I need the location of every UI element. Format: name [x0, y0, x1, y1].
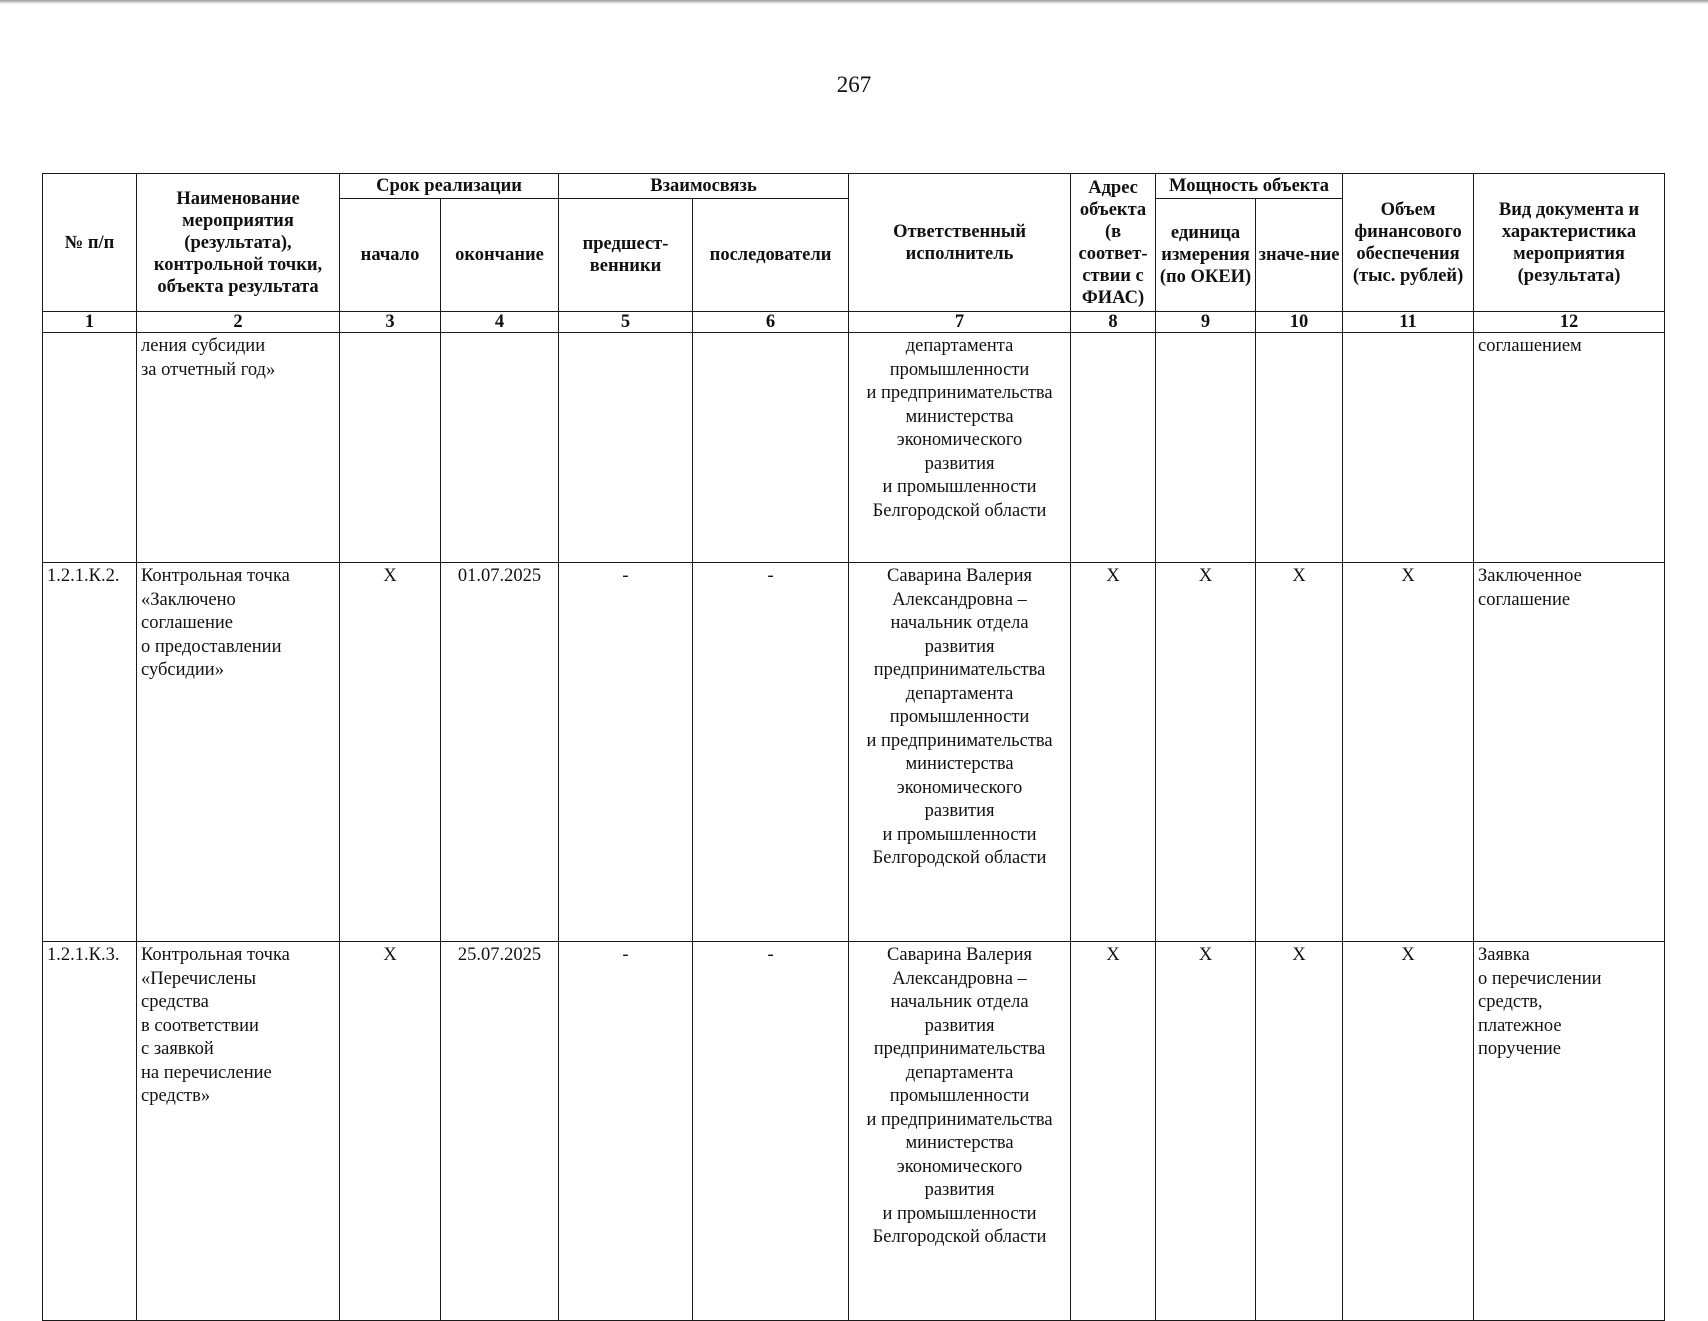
column-number: 11 [1343, 312, 1474, 333]
end-date: 01.07.2025 [441, 563, 559, 942]
capacity-value [1256, 333, 1343, 563]
successors: - [693, 563, 849, 942]
header-finance: Объем финансового обеспечения (тыс. рублей) [1343, 174, 1474, 312]
header-successors: последователи [693, 199, 849, 312]
successors: - [693, 942, 849, 1321]
page-number: 267 [836, 72, 872, 97]
table-row [43, 942, 1665, 1321]
scan-edge [0, 0, 1708, 4]
header-responsible: Ответственный исполнитель [849, 174, 1071, 312]
unit-of-measure: X [1156, 942, 1256, 1321]
table-row [43, 563, 1665, 942]
responsible-executor: департамента промышленности и предпринимательства министерства экономического развития и промышленности Белгородской области [849, 333, 1071, 563]
document-type: Заявка о перечислении средств, платежное поручение [1474, 942, 1665, 1321]
activity-name: Контрольная точка «Перечислены средства в соответствии с заявкой на перечисление средств» [137, 942, 340, 1321]
header-address: Адрес объекта (в соответ-ствии с ФИАС) [1071, 174, 1156, 312]
header-capacity: Мощность объекта [1156, 174, 1343, 199]
capacity-value: X [1256, 563, 1343, 942]
column-number: 4 [441, 312, 559, 333]
column-number: 1 [43, 312, 137, 333]
financing-volume: X [1343, 563, 1474, 942]
row-number: 1.2.1.К.2. [43, 563, 137, 942]
activity-name: ления субсидии за отчетный год» [137, 333, 340, 563]
responsible-executor: Саварина Валерия Александровна – начальник отдела развития предпринимательства департамента промышленности и предпринимательства министерства экономического развития и промышленности Белгородской области [849, 563, 1071, 942]
column-number: 8 [1071, 312, 1156, 333]
column-number: 12 [1474, 312, 1665, 333]
table-row [43, 333, 1665, 563]
header-start: начало [340, 199, 441, 312]
responsible-executor: Саварина Валерия Александровна – начальник отдела развития предпринимательства департамента промышленности и предпринимательства министерства экономического развития и промышленности Белгородской области [849, 942, 1071, 1321]
start-date [340, 333, 441, 563]
header-predecessors: предшест-венники [559, 199, 693, 312]
end-date: 25.07.2025 [441, 942, 559, 1321]
successors [693, 333, 849, 563]
plan-table [42, 173, 1665, 1321]
column-number: 10 [1256, 312, 1343, 333]
header-relation: Взаимосвязь [559, 174, 849, 199]
unit-of-measure [1156, 333, 1256, 563]
header-unit: единица измерения (по ОКЕИ) [1156, 199, 1256, 312]
financing-volume: X [1343, 942, 1474, 1321]
column-number: 9 [1156, 312, 1256, 333]
end-date [441, 333, 559, 563]
column-number: 7 [849, 312, 1071, 333]
predecessors [559, 333, 693, 563]
start-date: X [340, 942, 441, 1321]
start-date: X [340, 563, 441, 942]
header-name: Наименование мероприятия (результата), контрольной точки, объекта результата [137, 174, 340, 312]
column-number: 5 [559, 312, 693, 333]
header-doc-type: Вид документа и характеристика мероприятия (результата) [1474, 174, 1665, 312]
document-type: соглашением [1474, 333, 1665, 563]
header-value: значе-ние [1256, 199, 1343, 312]
header-period: Срок реализации [340, 174, 559, 199]
column-number-row [43, 312, 1665, 333]
capacity-value: X [1256, 942, 1343, 1321]
column-number: 6 [693, 312, 849, 333]
object-address: X [1071, 942, 1156, 1321]
predecessors: - [559, 942, 693, 1321]
predecessors: - [559, 563, 693, 942]
column-number: 2 [137, 312, 340, 333]
header-end: окончание [441, 199, 559, 312]
financing-volume [1343, 333, 1474, 563]
row-number [43, 333, 137, 563]
activity-name: Контрольная точка «Заключено соглашение о предоставлении субсидии» [137, 563, 340, 942]
document-type: Заключенное соглашение [1474, 563, 1665, 942]
row-number: 1.2.1.К.3. [43, 942, 137, 1321]
header-num: № п/п [43, 174, 137, 312]
column-number: 3 [340, 312, 441, 333]
object-address [1071, 333, 1156, 563]
unit-of-measure: X [1156, 563, 1256, 942]
object-address: X [1071, 563, 1156, 942]
